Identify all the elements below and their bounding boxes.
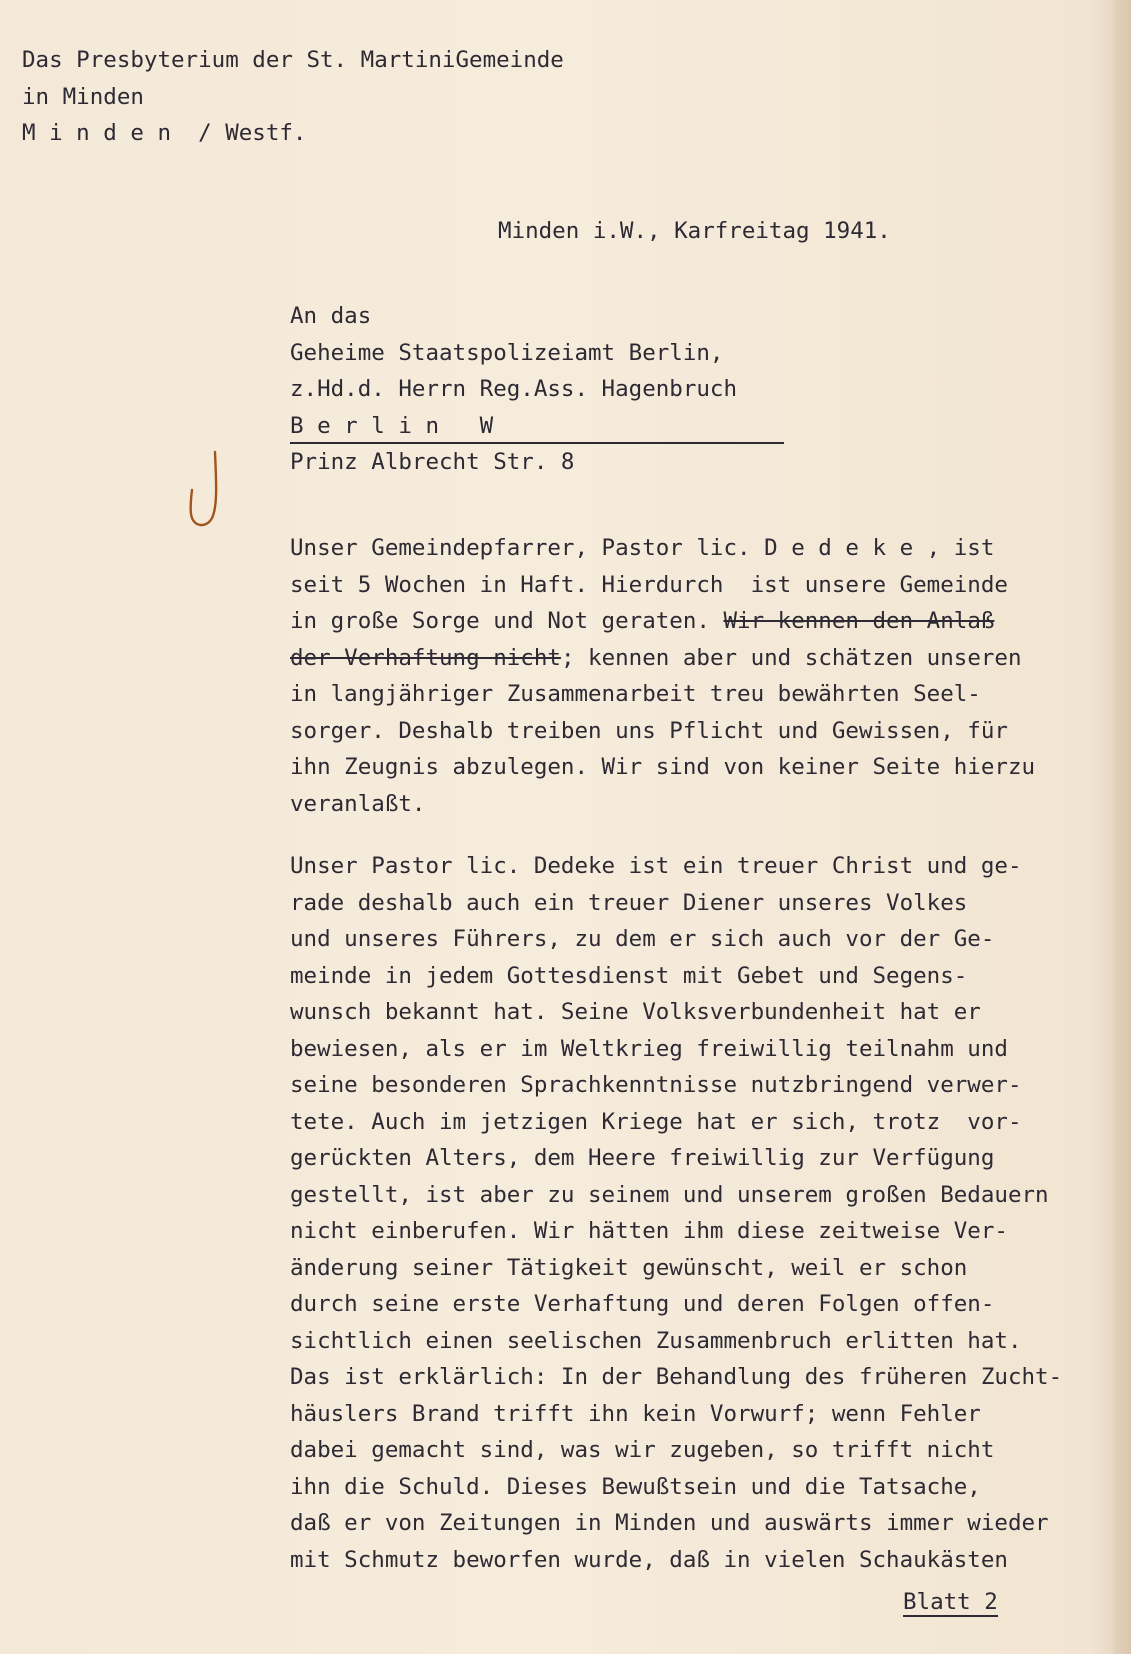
body-line: Unser Pastor lic. Dedeke ist ein treuer Christ und ge- bbox=[290, 853, 1022, 879]
sender-block bbox=[22, 42, 564, 152]
body-line: seit 5 Wochen in Haft. Hierdurch ist unsere Gemeinde bbox=[290, 571, 1008, 598]
body-line: meinde in jedem Gottesdienst mit Gebet und Segens- bbox=[290, 962, 968, 989]
paper-edge bbox=[1114, 0, 1131, 1654]
body-line: änderung seiner Tätigkeit gewünscht, weil er schon bbox=[290, 1254, 968, 1281]
body-line: ihn die Schuld. Dieses Bewußtsein und die Tatsache, bbox=[290, 1473, 981, 1500]
body-line: seine besonderen Sprachkenntnisse nutzbringend verwer- bbox=[290, 1072, 1022, 1098]
sender-line: M i n d e n / Westf. bbox=[22, 120, 307, 146]
body-line: Unser Gemeindepfarrer, Pastor lic. D e d e k e , ist bbox=[290, 535, 995, 561]
body-line: dabei gemacht sind, was wir zugeben, so trifft nicht bbox=[290, 1437, 995, 1463]
body-line: sichtlich einen seelischen Zusammenbruch erlitten hat. bbox=[290, 1327, 1022, 1354]
recipient-city-underlined: B e r l i n W bbox=[290, 411, 784, 444]
page-reference bbox=[903, 1584, 998, 1621]
body-line: nicht einberufen. Wir hätten ihm diese zeitweise Ver- bbox=[290, 1218, 1008, 1244]
body-line: in große Sorge und Not geraten. bbox=[290, 608, 724, 634]
body-line: bewiesen, als er im Weltkrieg freiwillig teilnahm und bbox=[290, 1035, 1008, 1062]
paper-shadow bbox=[1090, 0, 1114, 1654]
recipient-block bbox=[290, 298, 784, 481]
struck-text: der Verhaftung nicht bbox=[290, 644, 561, 671]
body-line: daß er von Zeitungen in Minden und auswärts immer wieder bbox=[290, 1510, 1049, 1536]
body-line: veranlaßt. bbox=[290, 790, 426, 817]
body-line: gestellt, ist aber zu seinem und unserem großen Bedauern bbox=[290, 1181, 1049, 1208]
recipient-line: An das bbox=[290, 303, 372, 329]
body-line: tete. Auch im jetzigen Kriege hat er sich, trotz vor- bbox=[290, 1108, 1022, 1135]
date-line: Minden i.W., Karfreitag 1941. bbox=[498, 218, 891, 244]
body-line: mit Schmutz beworfen wurde, daß in vielen Schaukästen bbox=[290, 1546, 1008, 1573]
body-line: rade deshalb auch ein treuer Diener unseres Volkes bbox=[290, 889, 968, 916]
recipient-line: z.Hd.d. Herrn Reg.Ass. Hagenbruch bbox=[290, 376, 738, 402]
body-line: ; kennen aber und schätzen unseren bbox=[560, 644, 1022, 671]
pencil-check-mark bbox=[185, 448, 221, 534]
body-line: Das ist erklärlich: In der Behandlung des früheren Zucht- bbox=[290, 1364, 1063, 1390]
body-line: wunsch bekannt hat. Seine Volksverbundenheit hat er bbox=[290, 999, 981, 1025]
paragraph-2 bbox=[290, 848, 1062, 1578]
struck-text: Wir kennen den Anlaß bbox=[723, 608, 995, 634]
body-line: und unseres Führers, zu dem er sich auch vor der Ge- bbox=[290, 926, 995, 952]
body-line: gerückten Alters, dem Heere freiwillig zur Verfügung bbox=[290, 1145, 995, 1171]
paragraph-1 bbox=[290, 530, 1035, 822]
sender-line: in Minden bbox=[22, 83, 144, 110]
body-line: häuslers Brand trifft ihn kein Vorwurf; wenn Fehler bbox=[290, 1400, 981, 1427]
body-line: ihn Zeugnis abzulegen. Wir sind von keiner Seite hierzu bbox=[290, 754, 1036, 780]
body-line: in langjähriger Zusammenarbeit treu bewährten Seel- bbox=[290, 681, 981, 707]
body-line: durch seine erste Verhaftung und deren Folgen offen- bbox=[290, 1291, 995, 1317]
recipient-line: Geheime Staatspolizeiamt Berlin, bbox=[290, 339, 724, 366]
page-reference-label: Blatt 2 bbox=[903, 1589, 998, 1615]
recipient-line: Prinz Albrecht Str. 8 bbox=[290, 449, 575, 475]
body-line: sorger. Deshalb treiben uns Pflicht und Gewissen, für bbox=[290, 717, 1008, 744]
sender-line: Das Presbyterium der St. MartiniGemeinde bbox=[22, 47, 564, 73]
